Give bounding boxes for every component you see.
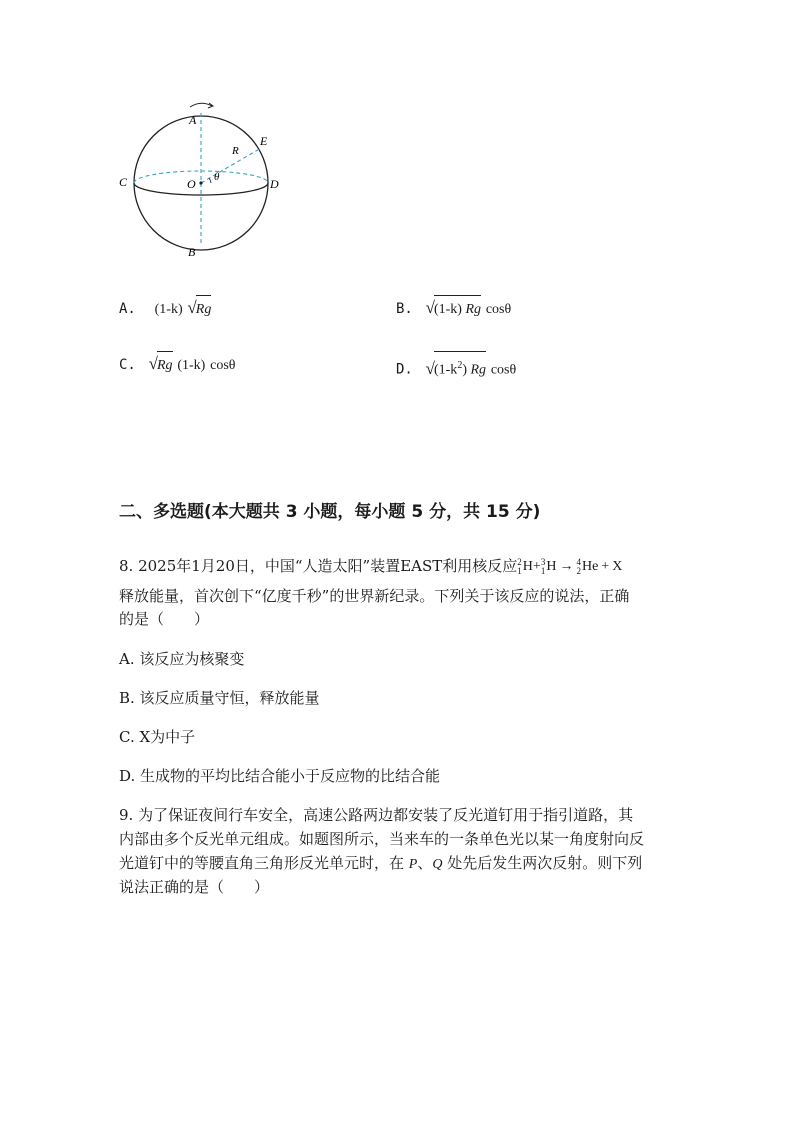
sphere-figure [110,95,290,265]
center-point [199,181,202,184]
option-a-radicand: Rg [196,295,212,323]
option-c-cos: cosθ [210,358,236,373]
option-d-rg: Rg [470,362,487,378]
option-b[interactable]: B. √(1-k) Rg cosθ [396,295,511,323]
nuclear-reaction: 2 1 H + 3 1 H → 4 2 He + X [517,557,623,576]
q9-line1: 9. 为了保证夜间行车安全，高速公路两边都安装了反光道钉用于指引道路，其 [119,806,634,824]
q8-option-b[interactable]: B. 该反应质量守恒，释放能量 [119,689,320,707]
option-b-cos: cosθ [485,302,512,317]
option-d-letter: D. [396,361,413,378]
option-b-factor: (1-k) [433,302,462,317]
q8-line2: 释放能量，首次创下“亿度千秒”的世界新纪录。下列关于该反应的说法，正确 [119,587,630,605]
option-d[interactable]: D. $√(1-k^2)$ Rg cosθ [396,351,516,384]
point-p: P [408,857,418,872]
q9-line3: 光道钉中的等腰直角三角形反光单元时，在 P、Q 处先后发生两次反射。则下列 [119,854,643,872]
label-E: E [260,134,268,148]
label-A: A [189,113,197,127]
option-c-letter: C. [119,357,136,373]
option-b-letter: B. [396,301,413,317]
option-d-exponent: 2 [457,360,463,371]
q8-stem: 8. 2025年1月20日，中国“人造太阳”装置EAST利用核反应 [119,557,518,575]
theta-arc [209,178,211,183]
q8-option-a[interactable]: A. 该反应为核聚变 [119,650,245,668]
option-c-factor: (1-k) [177,358,206,373]
q8-line3: 的是（ ） [119,610,210,628]
q8-line1 [119,553,622,586]
label-D: D [270,177,279,191]
option-a[interactable]: A. (1-k) √Rg [119,295,211,323]
option-a-factor: (1-k) [154,302,183,317]
option-b-rg: Rg [465,302,482,317]
label-C: C [119,175,128,189]
q8-option-c[interactable]: C. X为中子 [119,728,196,746]
radius-line [201,148,261,183]
section-heading: 二、多选题(本大题共 3 小题，每小题 5 分，共 15 分) [119,502,541,522]
option-a-letter: A. [119,301,136,317]
label-R: R [232,145,239,157]
option-d-factor: (1-k [433,362,458,378]
label-O: O [187,177,196,191]
q9-line4: 说法正确的是（ ） [119,878,270,896]
option-c-radicand: Rg [157,351,173,379]
option-d-cos: cosθ [490,362,517,378]
label-B: B [188,245,196,259]
label-theta: θ [214,171,220,183]
point-q: Q [432,857,443,872]
q9-line2: 内部由多个反光单元组成。如题图所示，当来车的一条单色光以某一角度射向反 [119,830,645,848]
q8-option-d[interactable]: D. 生成物的平均比结合能小于反应物的比结合能 [119,767,441,785]
rotation-arrow-icon [190,103,212,107]
option-c[interactable]: C. √Rg (1-k) cosθ [119,351,235,379]
